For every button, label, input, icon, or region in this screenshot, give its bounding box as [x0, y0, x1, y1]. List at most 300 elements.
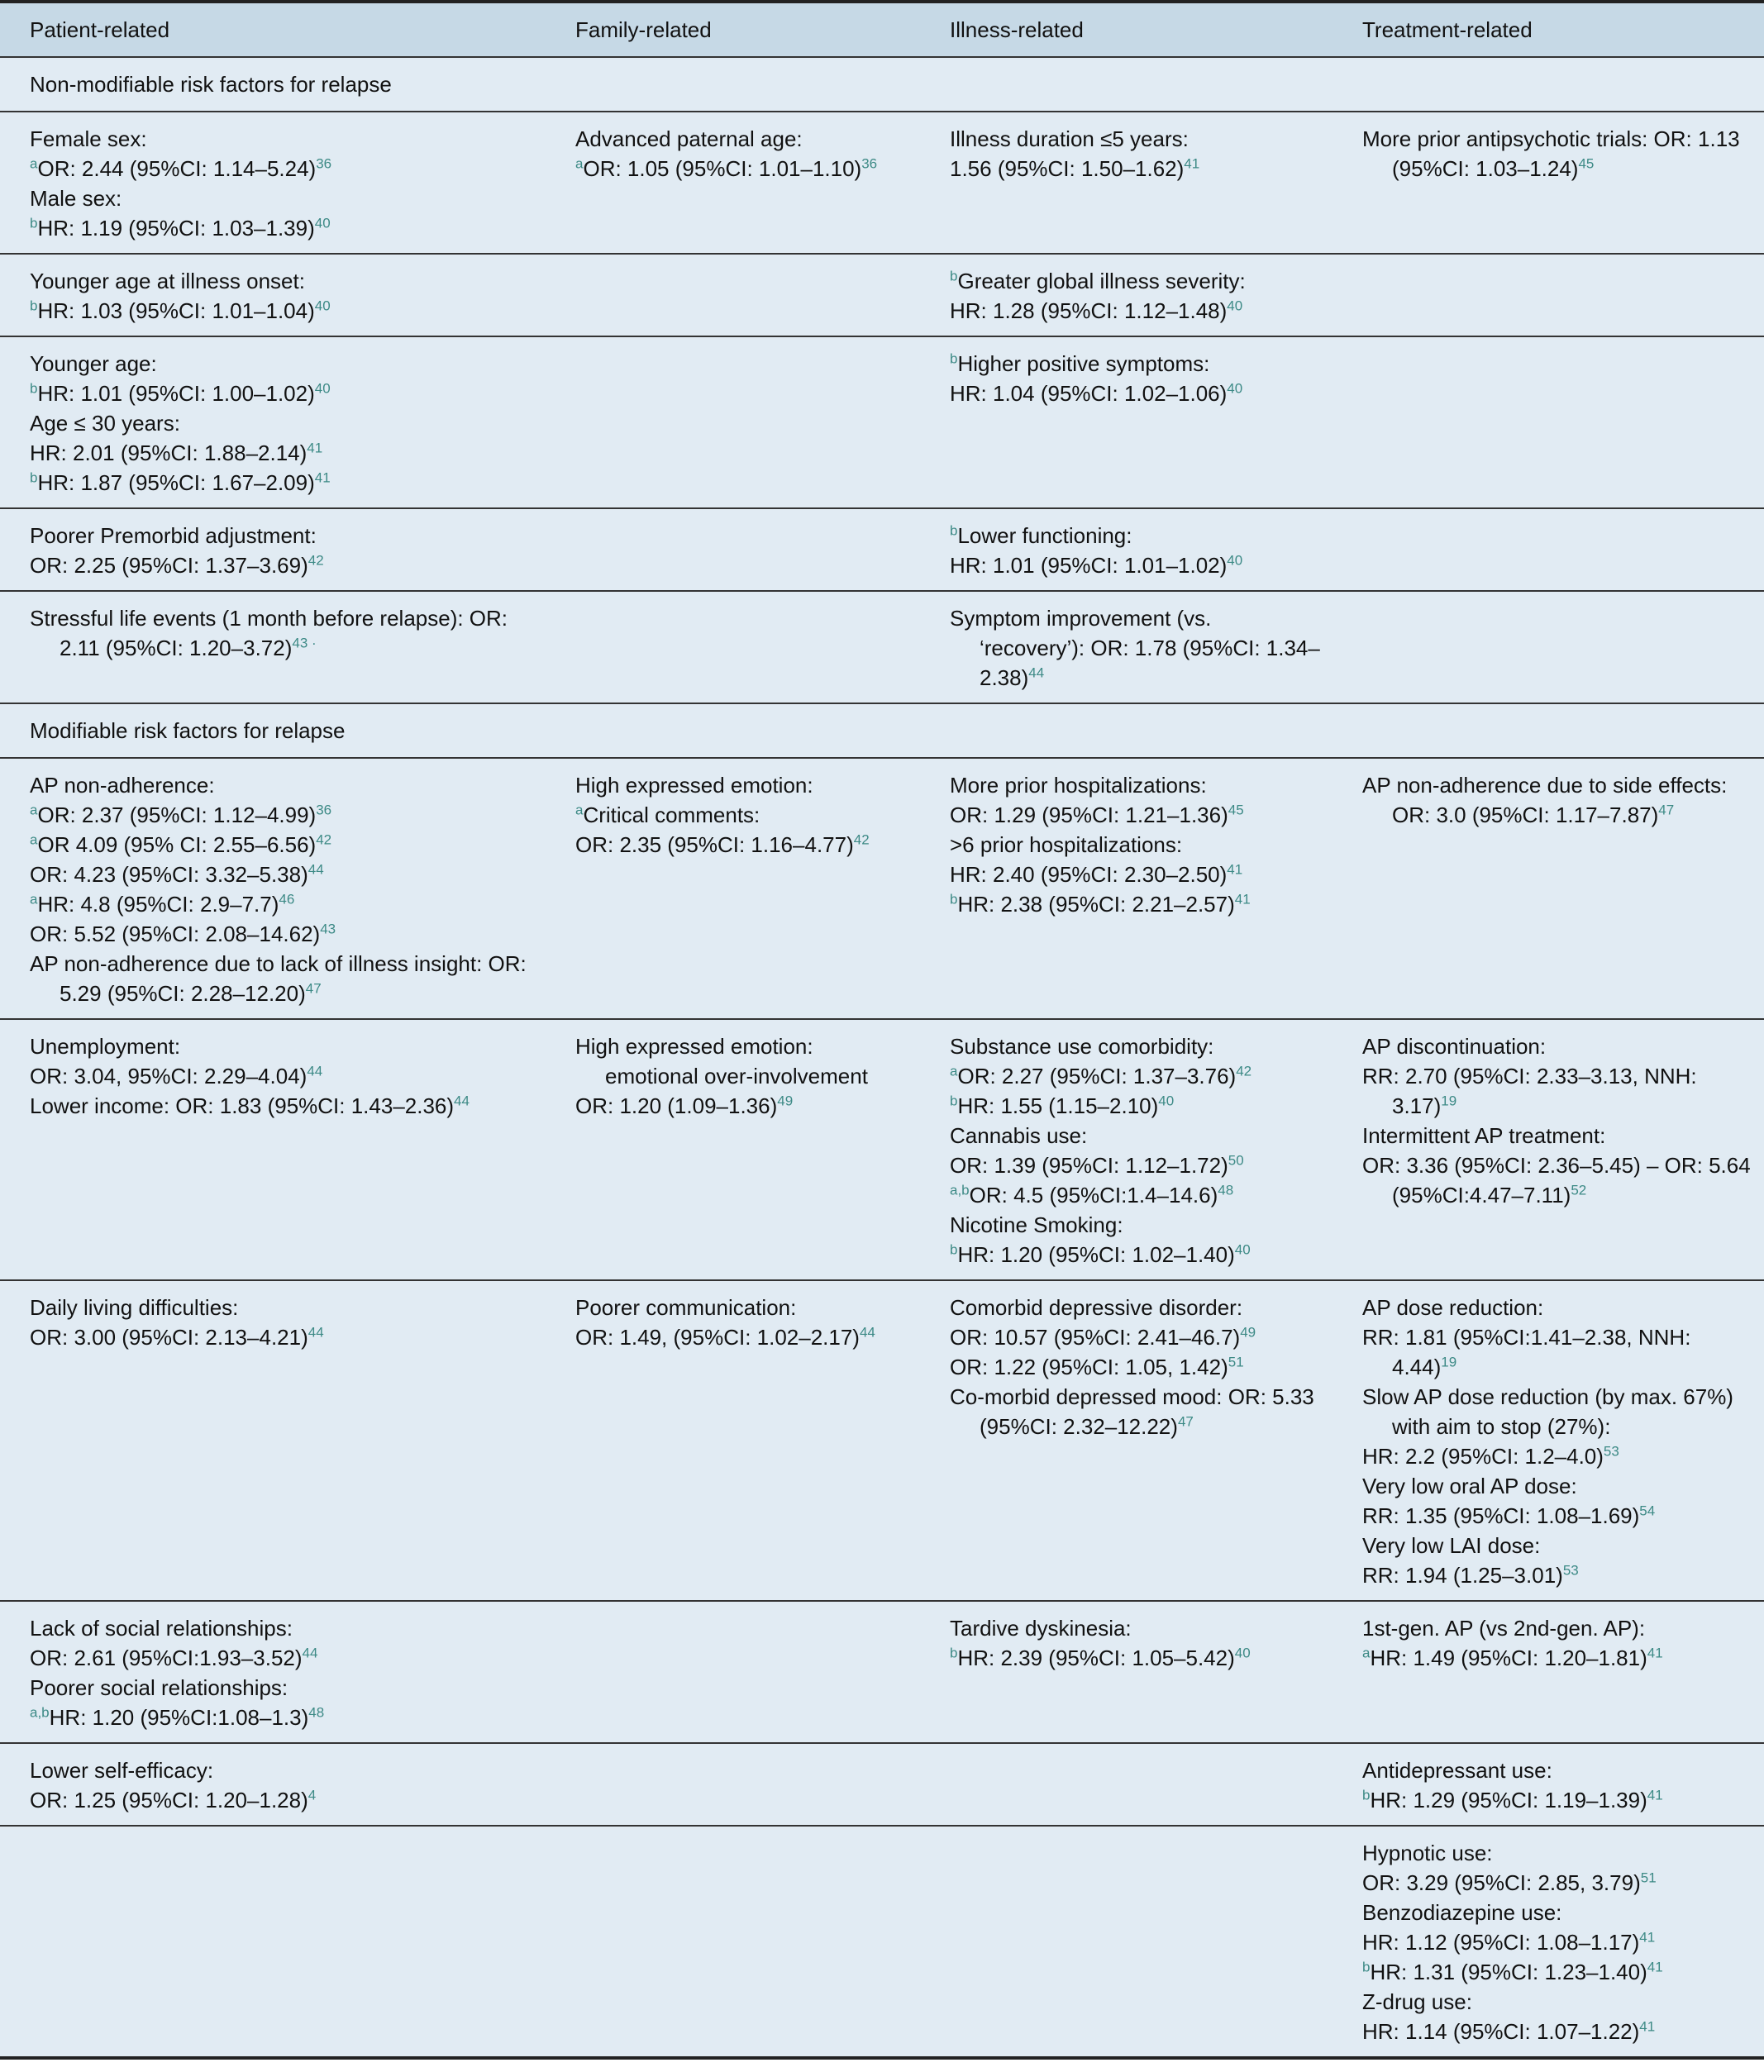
cell-text: Slow AP dose reduction (by max. 67%) with aim to stop (27%): — [1362, 1384, 1733, 1439]
cell-text: Illness duration ≤5 years: — [950, 126, 1189, 151]
reference-citation[interactable]: 42 — [1236, 1063, 1252, 1079]
section-title: Modifiable risk factors for relapse — [0, 703, 1764, 758]
reference-citation[interactable]: 41 — [1227, 861, 1243, 878]
table-row — [0, 336, 1764, 508]
footnote-marker: a,b — [950, 1182, 970, 1198]
cell-text: HR: 2.39 (95%CI: 1.05–5.42) — [957, 1646, 1235, 1670]
cell-text: HR: 1.03 (95%CI: 1.01–1.04) — [37, 298, 315, 323]
cell-line — [575, 1031, 908, 1091]
cell-text: Cannabis use: — [950, 1123, 1088, 1148]
reference-citation[interactable]: 52 — [1571, 1182, 1587, 1198]
cell-line — [30, 154, 534, 183]
cell-line — [1362, 1531, 1752, 1560]
reference-citation[interactable]: 44 — [302, 1645, 318, 1661]
reference-citation[interactable]: 19 — [1441, 1354, 1457, 1370]
cell-line — [30, 1755, 534, 1785]
reference-citation[interactable]: 40 — [1234, 1645, 1251, 1661]
cell-text: HR: 1.20 (95%CI:1.08–1.3) — [49, 1705, 309, 1730]
cell-text: HR: 4.8 (95%CI: 2.9–7.7) — [37, 892, 279, 917]
footnote-marker: a — [30, 802, 38, 818]
reference-citation[interactable]: 40 — [1158, 1093, 1175, 1109]
table-row — [0, 1601, 1764, 1743]
cell-text: RR: 1.35 (95%CI: 1.08–1.69) — [1362, 1503, 1640, 1528]
cell-text: OR: 2.35 (95%CI: 1.16–4.77) — [575, 832, 854, 857]
cell-text: Lower functioning: — [957, 523, 1132, 548]
cell-text: Critical comments: — [583, 803, 760, 827]
cell-illness — [920, 1019, 1333, 1280]
footnote-marker: b — [950, 350, 958, 367]
cell-family — [546, 758, 920, 1019]
cell-patient — [0, 1601, 546, 1743]
cell-illness — [920, 758, 1333, 1019]
cell-patient — [0, 254, 546, 336]
footnote-marker: b — [950, 522, 958, 539]
footnote-marker: b — [30, 380, 38, 397]
cell-line — [1362, 1755, 1752, 1785]
cell-text: Younger age: — [30, 351, 157, 376]
cell-line — [1362, 1441, 1752, 1471]
cell-illness — [920, 1743, 1333, 1826]
cell-line — [575, 1293, 908, 1322]
cell-line — [575, 1091, 908, 1121]
cell-line — [30, 800, 534, 830]
cell-text: HR: 1.49 (95%CI: 1.20–1.81) — [1370, 1646, 1647, 1670]
footnote-marker: a — [30, 831, 38, 848]
cell-line — [950, 1031, 1321, 1061]
cell-treatment — [1333, 1280, 1764, 1601]
cell-text: OR: 5.52 (95%CI: 2.08–14.62) — [30, 922, 321, 946]
reference-citation[interactable]: 40 — [314, 215, 331, 231]
cell-line — [1362, 1382, 1752, 1441]
cell-text: Daily living difficulties: — [30, 1295, 239, 1320]
cell-text: OR: 3.36 (95%CI: 2.36–5.45) – OR: 5.64 (95%CI:4.47–7.11) — [1362, 1153, 1751, 1207]
reference-citation[interactable]: 53 — [1603, 1443, 1619, 1460]
reference-citation[interactable]: 36 — [316, 155, 332, 172]
cell-text: HR: 1.87 (95%CI: 1.67–2.09) — [37, 470, 315, 495]
cell-line — [950, 800, 1321, 830]
reference-citation[interactable]: 51 — [1640, 1870, 1657, 1886]
header-treatment-related: Treatment-related — [1333, 3, 1764, 57]
cell-text: 1.56 (95%CI: 1.50–1.62) — [950, 156, 1185, 181]
cell-text: Co-morbid depressed mood: OR: 5.33 (95%CI: 2.32–12.22) — [950, 1384, 1314, 1439]
cell-text: >6 prior hospitalizations: — [950, 832, 1183, 857]
cell-line — [950, 349, 1321, 379]
cell-text: AP discontinuation: — [1362, 1034, 1547, 1059]
cell-text: High expressed emotion: — [575, 773, 813, 798]
cell-text: OR: 2.27 (95%CI: 1.37–3.76) — [957, 1064, 1237, 1088]
cell-line — [30, 550, 534, 580]
cell-text: OR: 2.25 (95%CI: 1.37–3.69) — [30, 553, 308, 578]
cell-line — [30, 1703, 534, 1732]
cell-text: AP non-adherence: — [30, 773, 215, 798]
reference-citation[interactable]: 44 — [454, 1093, 470, 1109]
cell-line — [1362, 1868, 1752, 1898]
reference-citation[interactable]: 46 — [279, 891, 295, 907]
cell-text: HR: 1.01 (95%CI: 1.00–1.02) — [37, 381, 315, 406]
reference-citation[interactable]: 40 — [1227, 552, 1243, 569]
reference-citation[interactable]: 41 — [1234, 891, 1251, 907]
reference-citation[interactable]: 47 — [1658, 802, 1675, 818]
cell-text: AP non-adherence due to lack of illness insight: OR: 5.29 (95%CI: 2.28–12.20) — [30, 951, 527, 1006]
cell-text: Higher positive symptoms: — [957, 351, 1210, 376]
cell-text: 1st-gen. AP (vs 2nd-gen. AP): — [1362, 1616, 1646, 1641]
reference-citation[interactable]: 4 — [308, 1787, 317, 1803]
cell-text: RR: 1.81 (95%CI:1.41–2.38, NNH: 4.44) — [1362, 1325, 1691, 1379]
cell-line — [1362, 2017, 1752, 2046]
cell-text: HR: 1.14 (95%CI: 1.07–1.22) — [1362, 2019, 1640, 2044]
footnote-marker: a,b — [30, 1704, 50, 1721]
cell-line — [1362, 1838, 1752, 1868]
cell-text: OR: 2.61 (95%CI:1.93–3.52) — [30, 1646, 303, 1670]
cell-line — [1362, 1150, 1752, 1210]
reference-citation[interactable]: 44 — [859, 1324, 875, 1341]
cell-text: HR: 2.2 (95%CI: 1.2–4.0) — [1362, 1444, 1604, 1469]
header-illness-related: Illness-related — [920, 3, 1333, 57]
cell-line — [575, 770, 908, 800]
cell-line — [950, 889, 1321, 919]
cell-family — [546, 591, 920, 703]
cell-line — [575, 830, 908, 860]
cell-text: OR: 3.00 (95%CI: 2.13–4.21) — [30, 1325, 308, 1350]
cell-text: OR: 2.37 (95%CI: 1.12–4.99) — [37, 803, 317, 827]
table-row — [0, 758, 1764, 1019]
reference-citation[interactable]: 41 — [314, 469, 331, 486]
cell-text: OR: 4.5 (95%CI:1.4–14.6) — [969, 1183, 1218, 1207]
cell-illness — [920, 336, 1333, 508]
footnote-marker: b — [950, 268, 958, 284]
cell-patient — [0, 1280, 546, 1601]
cell-family — [546, 1280, 920, 1601]
cell-line — [950, 1150, 1321, 1180]
table-row — [0, 508, 1764, 591]
cell-line — [950, 1382, 1321, 1441]
reference-citation[interactable]: 47 — [305, 980, 322, 997]
cell-text: AP non-adherence due to side effects: OR: 3.0 (95%CI: 1.17–7.87) — [1362, 773, 1728, 827]
cell-text: Nicotine Smoking: — [950, 1212, 1123, 1237]
cell-text: OR: 1.25 (95%CI: 1.20–1.28) — [30, 1788, 308, 1812]
cell-text: OR: 3.04, 95%CI: 2.29–4.04) — [30, 1064, 308, 1088]
cell-text: OR: 1.49, (95%CI: 1.02–2.17) — [575, 1325, 860, 1350]
cell-line — [30, 1293, 534, 1322]
reference-citation[interactable]: 41 — [1647, 1959, 1663, 1975]
cell-treatment — [1333, 1826, 1764, 2056]
table-row — [0, 254, 1764, 336]
reference-citation[interactable]: 41 — [1647, 1787, 1663, 1803]
cell-text: HR: 1.04 (95%CI: 1.02–1.06) — [950, 381, 1228, 406]
header-family-related: Family-related — [546, 3, 920, 57]
reference-citation[interactable]: 49 — [777, 1093, 794, 1109]
reference-citation[interactable]: 50 — [1228, 1152, 1244, 1169]
cell-line — [1362, 1061, 1752, 1121]
header-row — [0, 3, 1764, 57]
cell-line — [950, 521, 1321, 550]
cell-illness — [920, 591, 1333, 703]
reference-citation[interactable]: 40 — [314, 298, 331, 314]
cell-line — [30, 438, 534, 468]
cell-line — [30, 183, 534, 213]
cell-text: HR: 1.55 (1.15–2.10) — [957, 1093, 1159, 1118]
cell-line — [950, 1322, 1321, 1352]
cell-line — [575, 1322, 908, 1352]
cell-text: HR: 2.40 (95%CI: 2.30–2.50) — [950, 862, 1228, 887]
cell-treatment — [1333, 1601, 1764, 1743]
table-row — [0, 1826, 1764, 2056]
cell-line — [1362, 1121, 1752, 1150]
reference-citation[interactable]: 36 — [316, 802, 332, 818]
cell-illness — [920, 254, 1333, 336]
cell-line — [950, 1240, 1321, 1269]
cell-text: Antidepressant use: — [1362, 1758, 1552, 1783]
cell-illness — [920, 1601, 1333, 1743]
reference-citation[interactable]: 42 — [853, 831, 870, 848]
cell-line — [1362, 1643, 1752, 1673]
cell-treatment — [1333, 1019, 1764, 1280]
cell-line — [30, 830, 534, 860]
cell-text: OR: 1.20 (1.09–1.36) — [575, 1093, 778, 1118]
cell-line — [30, 468, 534, 498]
cell-text: OR: 1.29 (95%CI: 1.21–1.36) — [950, 803, 1228, 827]
cell-text: Symptom improvement (vs. ‘recovery’): OR: 1.78 (95%CI: 1.34–2.38) — [950, 606, 1320, 690]
cell-text: Hypnotic use: — [1362, 1841, 1493, 1865]
cell-treatment — [1333, 112, 1764, 254]
cell-line — [1362, 1927, 1752, 1957]
reference-citation[interactable]: 44 — [1028, 664, 1045, 681]
cell-line — [950, 1352, 1321, 1382]
cell-line — [1362, 1293, 1752, 1322]
cell-line — [30, 408, 534, 438]
cell-text: Intermittent AP treatment: — [1362, 1123, 1606, 1148]
cell-line — [1362, 1987, 1752, 2017]
cell-text: HR: 1.19 (95%CI: 1.03–1.39) — [37, 216, 315, 241]
cell-text: Very low oral AP dose: — [1362, 1474, 1577, 1498]
table-row — [0, 1743, 1764, 1826]
cell-line — [30, 770, 534, 800]
footnote-marker: b — [30, 215, 38, 231]
cell-text: Very low LAI dose: — [1362, 1533, 1541, 1558]
reference-citation[interactable]: 40 — [314, 380, 331, 397]
cell-treatment — [1333, 508, 1764, 591]
cell-text: More prior hospitalizations: — [950, 773, 1207, 798]
cell-text: High expressed emotion: emotional over-involvement — [575, 1034, 868, 1088]
cell-text: HR: 1.20 (95%CI: 1.02–1.40) — [957, 1242, 1235, 1267]
cell-patient — [0, 1019, 546, 1280]
cell-text: HR: 1.01 (95%CI: 1.01–1.02) — [950, 553, 1228, 578]
cell-text: Younger age at illness onset: — [30, 269, 305, 293]
reference-citation[interactable]: 41 — [1639, 2018, 1656, 2035]
reference-citation[interactable]: 44 — [308, 861, 324, 878]
cell-line — [30, 521, 534, 550]
reference-citation[interactable]: 53 — [1562, 1562, 1579, 1579]
cell-illness — [920, 1826, 1333, 2056]
reference-citation[interactable]: 48 — [1218, 1182, 1234, 1198]
cell-line — [30, 296, 534, 326]
cell-text: HR: 1.12 (95%CI: 1.08–1.17) — [1362, 1930, 1640, 1955]
footnote-marker: b — [1362, 1959, 1371, 1975]
cell-patient — [0, 591, 546, 703]
cell-family — [546, 508, 920, 591]
cell-line — [1362, 1785, 1752, 1815]
cell-patient — [0, 112, 546, 254]
reference-citation[interactable]: 44 — [308, 1324, 324, 1341]
cell-line — [30, 1785, 534, 1815]
cell-text: HR: 2.01 (95%CI: 1.88–2.14) — [30, 441, 308, 465]
cell-line — [950, 296, 1321, 326]
footnote-marker: a — [30, 155, 38, 172]
footnote-marker: b — [950, 1241, 958, 1258]
cell-family — [546, 1019, 920, 1280]
reference-citation[interactable]: 44 — [307, 1063, 323, 1079]
cell-text: RR: 1.94 (1.25–3.01) — [1362, 1563, 1563, 1588]
cell-line — [950, 860, 1321, 889]
cell-line — [1362, 1613, 1752, 1643]
cell-line — [950, 603, 1321, 693]
cell-line — [1362, 1957, 1752, 1987]
reference-citation[interactable]: 45 — [1578, 155, 1595, 172]
cell-line — [575, 800, 908, 830]
cell-family — [546, 112, 920, 254]
cell-line — [30, 949, 534, 1008]
cell-patient — [0, 758, 546, 1019]
reference-citation[interactable]: 42 — [308, 552, 324, 569]
cell-line — [30, 1322, 534, 1352]
table-row — [0, 112, 1764, 254]
table-row — [0, 591, 1764, 703]
footnote-marker: a — [575, 802, 584, 818]
reference-citation[interactable]: 41 — [307, 440, 323, 456]
footnote-marker: b — [30, 469, 38, 486]
footnote-marker: a — [575, 155, 584, 172]
reference-citation[interactable]: 47 — [1177, 1413, 1194, 1430]
cell-line — [950, 154, 1321, 183]
cell-text: Poorer social relationships: — [30, 1675, 288, 1700]
cell-line — [575, 154, 908, 183]
cell-line — [950, 1091, 1321, 1121]
footnote-marker: b — [1362, 1787, 1371, 1803]
reference-citation[interactable]: 36 — [861, 155, 878, 172]
reference-citation[interactable]: 40 — [1227, 298, 1243, 314]
reference-citation[interactable]: 48 — [308, 1704, 325, 1721]
cell-text: OR: 2.44 (95%CI: 1.14–5.24) — [37, 156, 317, 181]
cell-line — [575, 124, 908, 154]
cell-family — [546, 254, 920, 336]
cell-text: Female sex: — [30, 126, 147, 151]
cell-line — [1362, 770, 1752, 830]
cell-line — [30, 213, 534, 243]
reference-citation[interactable]: 40 — [1234, 1241, 1251, 1258]
reference-citation[interactable]: 41 — [1647, 1645, 1663, 1661]
cell-text: Z-drug use: — [1362, 1989, 1472, 2014]
cell-line — [950, 1180, 1321, 1210]
cell-line — [950, 124, 1321, 154]
cell-line — [30, 1031, 534, 1061]
reference-citation[interactable]: 41 — [1639, 1929, 1656, 1946]
cell-line — [950, 770, 1321, 800]
cell-text: OR: 1.39 (95%CI: 1.12–1.72) — [950, 1153, 1228, 1178]
cell-text: More prior antipsychotic trials: OR: 1.13 (95%CI: 1.03–1.24) — [1362, 126, 1740, 181]
cell-line — [950, 550, 1321, 580]
cell-line — [30, 1643, 534, 1673]
cell-line — [950, 1121, 1321, 1150]
cell-line — [950, 1293, 1321, 1322]
footnote-marker: a — [950, 1063, 958, 1079]
cell-text: RR: 2.70 (95%CI: 2.33–3.13, NNH: 3.17) — [1362, 1064, 1697, 1118]
cell-text: Lack of social relationships: — [30, 1616, 293, 1641]
cell-line — [950, 830, 1321, 860]
cell-line — [30, 860, 534, 889]
cell-text: Greater global illness severity: — [957, 269, 1246, 293]
cell-text: Substance use comorbidity: — [950, 1034, 1214, 1059]
cell-treatment — [1333, 758, 1764, 1019]
cell-family — [546, 336, 920, 508]
footnote-marker: b — [950, 1645, 958, 1661]
table-row — [0, 1280, 1764, 1601]
reference-citation[interactable]: 51 — [1228, 1354, 1244, 1370]
cell-treatment — [1333, 591, 1764, 703]
cell-line — [30, 266, 534, 296]
cell-line — [1362, 1471, 1752, 1501]
cell-line — [950, 1643, 1321, 1673]
reference-citation[interactable]: 19 — [1441, 1093, 1457, 1109]
cell-line — [1362, 1501, 1752, 1531]
cell-illness — [920, 1280, 1333, 1601]
cell-text: HR: 1.31 (95%CI: 1.23–1.40) — [1370, 1960, 1647, 1984]
cell-text: HR: 1.28 (95%CI: 1.12–1.48) — [950, 298, 1228, 323]
cell-line — [950, 1210, 1321, 1240]
cell-text: OR: 1.22 (95%CI: 1.05, 1.42) — [950, 1355, 1228, 1379]
cell-text: OR: 3.29 (95%CI: 2.85, 3.79) — [1362, 1870, 1641, 1895]
cell-text: Age ≤ 30 years: — [30, 411, 180, 436]
table-row — [0, 1019, 1764, 1280]
cell-illness — [920, 508, 1333, 591]
footnote-marker: a — [1362, 1645, 1371, 1661]
reference-citation[interactable]: 45 — [1228, 802, 1244, 818]
cell-treatment — [1333, 1743, 1764, 1826]
cell-line — [30, 919, 534, 949]
cell-text: Lower self-efficacy: — [30, 1758, 214, 1783]
reference-citation[interactable]: 43 — [320, 921, 336, 937]
cell-text: Benzodiazepine use: — [1362, 1900, 1562, 1925]
footnote-marker: b — [950, 1093, 958, 1109]
footnote-marker: b — [30, 298, 38, 314]
cell-line — [30, 603, 534, 663]
header-patient-related: Patient-related — [0, 3, 546, 57]
cell-text: Tardive dyskinesia: — [950, 1616, 1132, 1641]
cell-family — [546, 1601, 920, 1743]
cell-line — [30, 889, 534, 919]
reference-citation[interactable]: 43 · — [292, 635, 317, 651]
cell-text: OR: 10.57 (95%CI: 2.41–46.7) — [950, 1325, 1241, 1350]
cell-family — [546, 1826, 920, 2056]
cell-illness — [920, 112, 1333, 254]
cell-text: Poorer Premorbid adjustment: — [30, 523, 317, 548]
cell-patient — [0, 336, 546, 508]
footnote-marker: b — [950, 891, 958, 907]
cell-line — [1362, 124, 1752, 183]
reference-citation[interactable]: 54 — [1639, 1503, 1656, 1519]
section-row-nonmodifiable — [0, 57, 1764, 112]
cell-line — [30, 1091, 534, 1121]
reference-citation[interactable]: 40 — [1227, 380, 1243, 397]
reference-citation[interactable]: 41 — [1184, 155, 1200, 172]
cell-line — [30, 124, 534, 154]
reference-citation[interactable]: 42 — [316, 831, 332, 848]
cell-text: AP dose reduction: — [1362, 1295, 1544, 1320]
cell-line — [1362, 1031, 1752, 1061]
cell-line — [30, 379, 534, 408]
footnote-marker: a — [30, 891, 38, 907]
cell-text: Unemployment: — [30, 1034, 181, 1059]
reference-citation[interactable]: 49 — [1240, 1324, 1256, 1341]
